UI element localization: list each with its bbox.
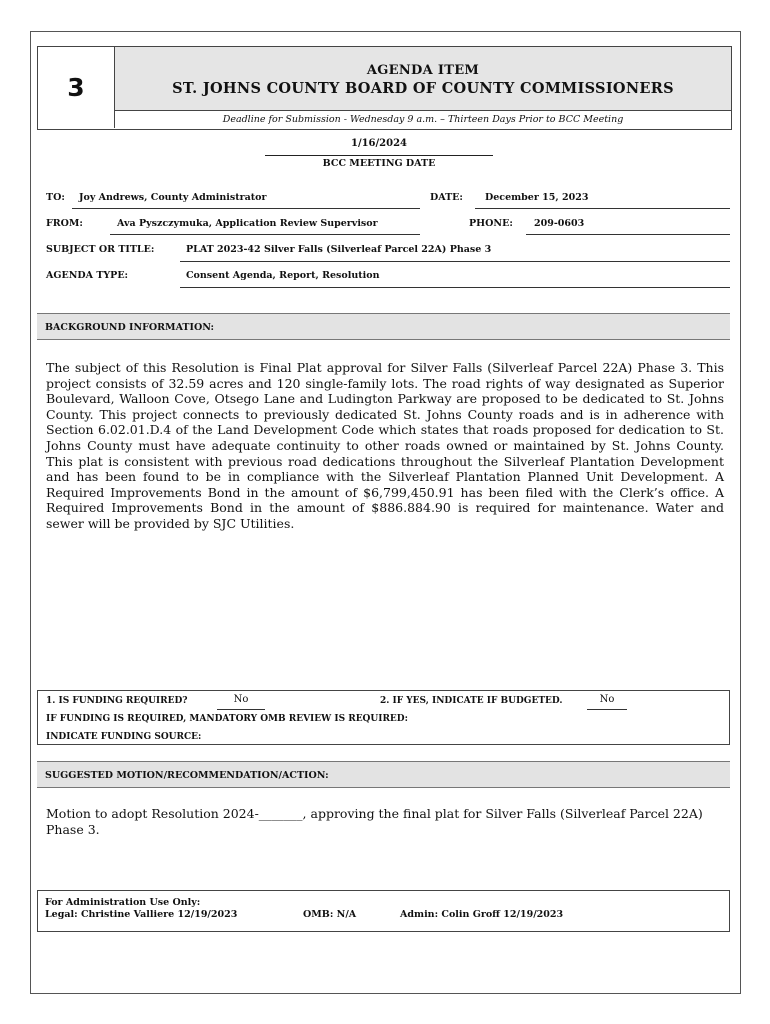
motion-text: Motion to adopt Resolution 2024-_______, approving the final plat for Silver Falls (Silverleaf Parcel 22A) Phase 3. <box>46 806 703 837</box>
from-label: FROM: <box>46 218 83 229</box>
funding-box <box>37 690 730 745</box>
background-text: The subject of this Resolution is Final Plat approval for Silver Falls (Silverleaf Parcel 22A) Phase 3. This project consists of 32.59 acres and 120 single-family lots. The road rights of way designated as Superior Boulevard, Walloon Cove, Otsego Lane and Ludington Parkway are proposed to be dedicated to St. Johns County. This project connects to previously dedicated St. Johns County roads and is in adherence with Section 6.02.01.D.4 of the Land Development Code which states that roads proposed for dedication to St. Johns County must have adequate continuity to other roads owned or maintained by St. Johns County. This plat is consistent with previous road dedications throughout the Silverleaf Plantation Development and has been found to be in compliance with the Silverleaf Plantation Planned Unit Development. A Required Improvements Bond in the amount of $6,799,450.91 has been filed with the Clerk’s office. A Required Improvements Bond in the amount of $886.884.90 is required for maintenance. Water and sewer will be provided by SJC Utilities. <box>46 360 724 531</box>
admin-heading: For Administration Use Only: <box>45 897 201 908</box>
funding-note: IF FUNDING IS REQUIRED, MANDATORY OMB REVIEW IS REQUIRED: <box>46 714 408 724</box>
agenda-item-number: 3 <box>38 47 115 128</box>
agenda-type-value: Consent Agenda, Report, Resolution <box>186 270 380 281</box>
date-value: December 15, 2023 <box>485 192 589 203</box>
subject-underline <box>180 261 730 262</box>
from-value: Ava Pyszczymuka, Application Review Supervisor <box>117 218 378 229</box>
phone-label: PHONE: <box>469 218 513 229</box>
meeting-date: 1/16/2024 <box>350 138 407 149</box>
date-underline <box>475 208 730 209</box>
meeting-date-underline <box>265 155 493 156</box>
subject-label: SUBJECT OR TITLE: <box>46 244 155 255</box>
to-label: TO: <box>46 192 65 203</box>
funding-q1-label: 1. IS FUNDING REQUIRED? <box>46 696 188 706</box>
admin-admin: Admin: Colin Groff 12/19/2023 <box>400 909 564 920</box>
header-title-block <box>115 47 731 111</box>
admin-legal: Legal: Christine Valliere 12/19/2023 <box>45 909 238 920</box>
phone-value: 209-0603 <box>534 218 585 229</box>
background-heading: BACKGROUND INFORMATION: <box>37 313 730 340</box>
header-title-line2: ST. JOHNS COUNTY BOARD OF COUNTY COMMISSIONERS <box>172 80 674 97</box>
funding-q2-label: 2. IF YES, INDICATE IF BUDGETED. <box>380 696 563 706</box>
admin-omb: OMB: N/A <box>303 909 357 920</box>
admin-box <box>37 890 730 932</box>
date-label: DATE: <box>430 192 463 203</box>
funding-q1-underline <box>217 709 265 710</box>
deadline-note: Deadline for Submission - Wednesday 9 a.m. – Thirteen Days Prior to BCC Meeting <box>222 114 624 125</box>
agenda-header <box>37 46 732 130</box>
to-underline <box>72 208 420 209</box>
to-value: Joy Andrews, County Administrator <box>79 192 267 203</box>
funding-q1-value: No <box>233 694 249 705</box>
meeting-date-label: BCC MEETING DATE <box>322 158 436 169</box>
funding-q2-value: No <box>599 694 615 705</box>
agenda-type-underline <box>180 287 730 288</box>
funding-source-label: INDICATE FUNDING SOURCE: <box>46 732 202 742</box>
header-title-line1: AGENDA ITEM <box>366 63 480 78</box>
subject-value: PLAT 2023-42 Silver Falls (Silverleaf Parcel 22A) Phase 3 <box>186 244 492 255</box>
motion-heading: SUGGESTED MOTION/RECOMMENDATION/ACTION: <box>37 761 730 788</box>
from-underline <box>110 234 420 235</box>
phone-underline <box>526 234 730 235</box>
funding-q2-underline <box>587 709 627 710</box>
agenda-type-label: AGENDA TYPE: <box>46 270 129 281</box>
